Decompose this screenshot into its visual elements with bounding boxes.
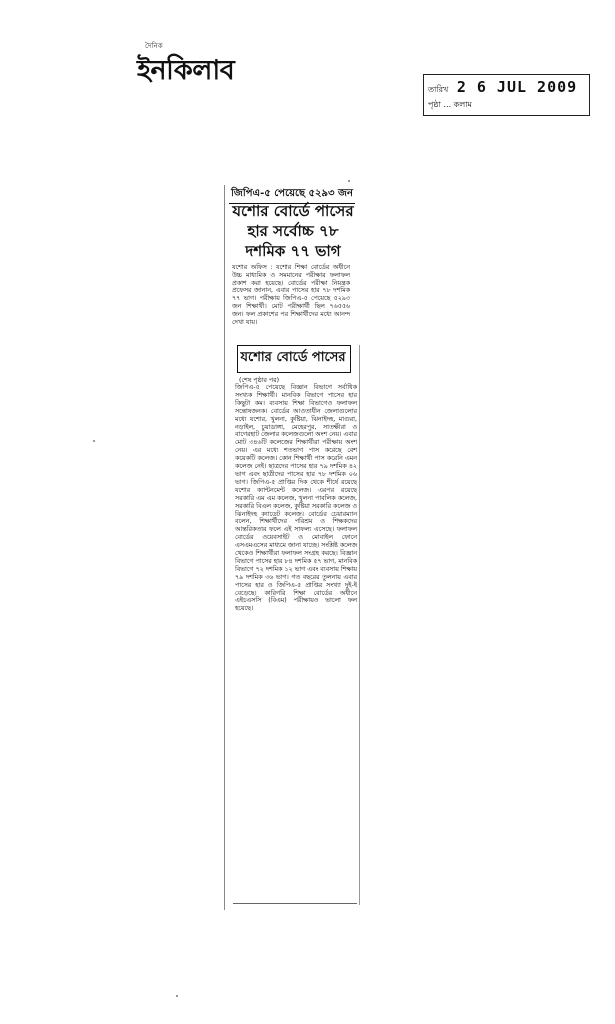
clip-bottom-edge xyxy=(233,903,357,904)
stamp-page-label: পৃষ্ঠা ... কলাম xyxy=(428,100,472,109)
article-kicker: জিপিএ-৫ পেয়েছে ৫২৯৩ জন xyxy=(229,186,355,204)
article-lead: যশোর অফিস : যশোর শিক্ষা বোর্ডের অধীনে উচ্চ মাধ্যমিক ও সমমানের পরীক্ষার ফলাফল প্রকাশ করা হয়েছে। বোর্ডের পরীক্ষা নিয়ন্ত্রক প্রফেসর জানান, এবার পাসের হার ৭৮ দশমিক ৭৭ ভাগ। পরীক্ষায় জিপিএ-৫ পেয়েছে ৫২৯৩ জন শিক্ষার্থী। মোট পরীক্ষার্থী ছিল ৭৬৫৫৬ জন। ফল প্রকাশের পর শিক্ষার্থীদের মধ্যে আনন্দ দেখা যায়। xyxy=(232,264,350,326)
article-headline: যশোর বোর্ডে পাসের হার সর্বোচ্চ ৭৮ দশমিক ৭৭ ভাগ xyxy=(232,202,354,260)
newspaper-masthead xyxy=(137,40,277,88)
scan-speck xyxy=(348,180,350,182)
stamp-date-row xyxy=(428,78,577,97)
jump-subline: (শেষ পৃষ্ঠার পর) xyxy=(239,377,280,384)
clip-right-edge xyxy=(359,345,360,905)
news-clipping xyxy=(223,185,361,910)
stamp-date: 2 6 JUL 2009 xyxy=(456,78,578,96)
jump-headline: যশোর বোর্ডে পাসের xyxy=(240,350,346,365)
article-continuation: জিপিএ-৫ পেয়েছে বিজ্ঞান বিভাগে সর্বাধিক সংখ্যক শিক্ষার্থী। মানবিক বিভাগে পাসের হার কিছুটা কম। ব্যবসায় শিক্ষা বিভাগেও ফলাফল সন্তোষজনক। বোর্ডের আওতাধীন জেলাগুলোর মধ্যে যশোর, খুলনা, কুষ্টিয়া, ঝিনাইদহ, মাগুরা, নড়াইল, চুয়াডাঙ্গা, মেহেরপুর, সাতক্ষীরা ও বাগেরহাট জেলার কলেজগুলো অংশ নেয়। এবার মোট ৩৪৬টি কলেজের শিক্ষার্থীরা পরীক্ষায় অংশ নেয়। এর মধ্যে শতভাগ পাস করেছে বেশ কয়েকটি কলেজ। কোন শিক্ষার্থী পাস করেনি এমন কলেজ নেই। ছাত্রদের পাসের হার ৭৯ দশমিক ৪২ ভাগ এবং ছাত্রীদের পাসের হার ৭৮ দশমিক ০৬ ভাগ। জিপিএ-৫ প্রাপ্তির দিক থেকে শীর্ষে রয়েছে যশোর ক্যান্টনমেন্ট কলেজ। এরপর রয়েছে সরকারি এম এম কলেজ, খুলনা পাবলিক কলেজ, সরকারি বিএল কলেজ, কুষ্টিয়া সরকারি কলেজ ও ঝিনাইদহ ক্যাডেট কলেজ। বোর্ডের চেয়ারম্যান বলেন, শিক্ষার্থীদের পরিশ্রম ও শিক্ষকদের আন্তরিকতার ফলে এই সাফল্য এসেছে। ফলাফল বোর্ডের ওয়েবসাইট ও মোবাইল ফোনে এসএমএসের মাধ্যমে জানা যাচ্ছে। সংশ্লিষ্ট কলেজ থেকেও শিক্ষার্থীরা ফলাফল সংগ্রহ করছে। বিজ্ঞান বিভাগে পাসের হার ৮৪ দশমিক ৫৭ ভাগ, মানবিক বিভাগে ৭২ দশমিক ১২ ভাগ এবং ব্যবসায় শিক্ষায় ৭৯ দশমিক ৩৬ ভাগ। গত বছরের তুলনায় এবার পাসের হার ও জিপিএ-৫ প্রাপ্তির সংখ্যা দুই-ই বেড়েছে। কারিগরি শিক্ষা বোর্ডের অধীনে এইচএসসি (বিএম) পরীক্ষায়ও ভালো ফল হয়েছে। xyxy=(235,384,357,613)
masthead-small-text: দৈনিক xyxy=(145,42,163,50)
date-stamp xyxy=(423,74,590,116)
clip-left-edge xyxy=(224,185,225,910)
scan-speck xyxy=(93,440,95,442)
newspaper-name: ইনকিলাব xyxy=(137,55,235,86)
stamp-date-label: তারিখ xyxy=(428,85,449,94)
scan-speck xyxy=(176,995,178,997)
